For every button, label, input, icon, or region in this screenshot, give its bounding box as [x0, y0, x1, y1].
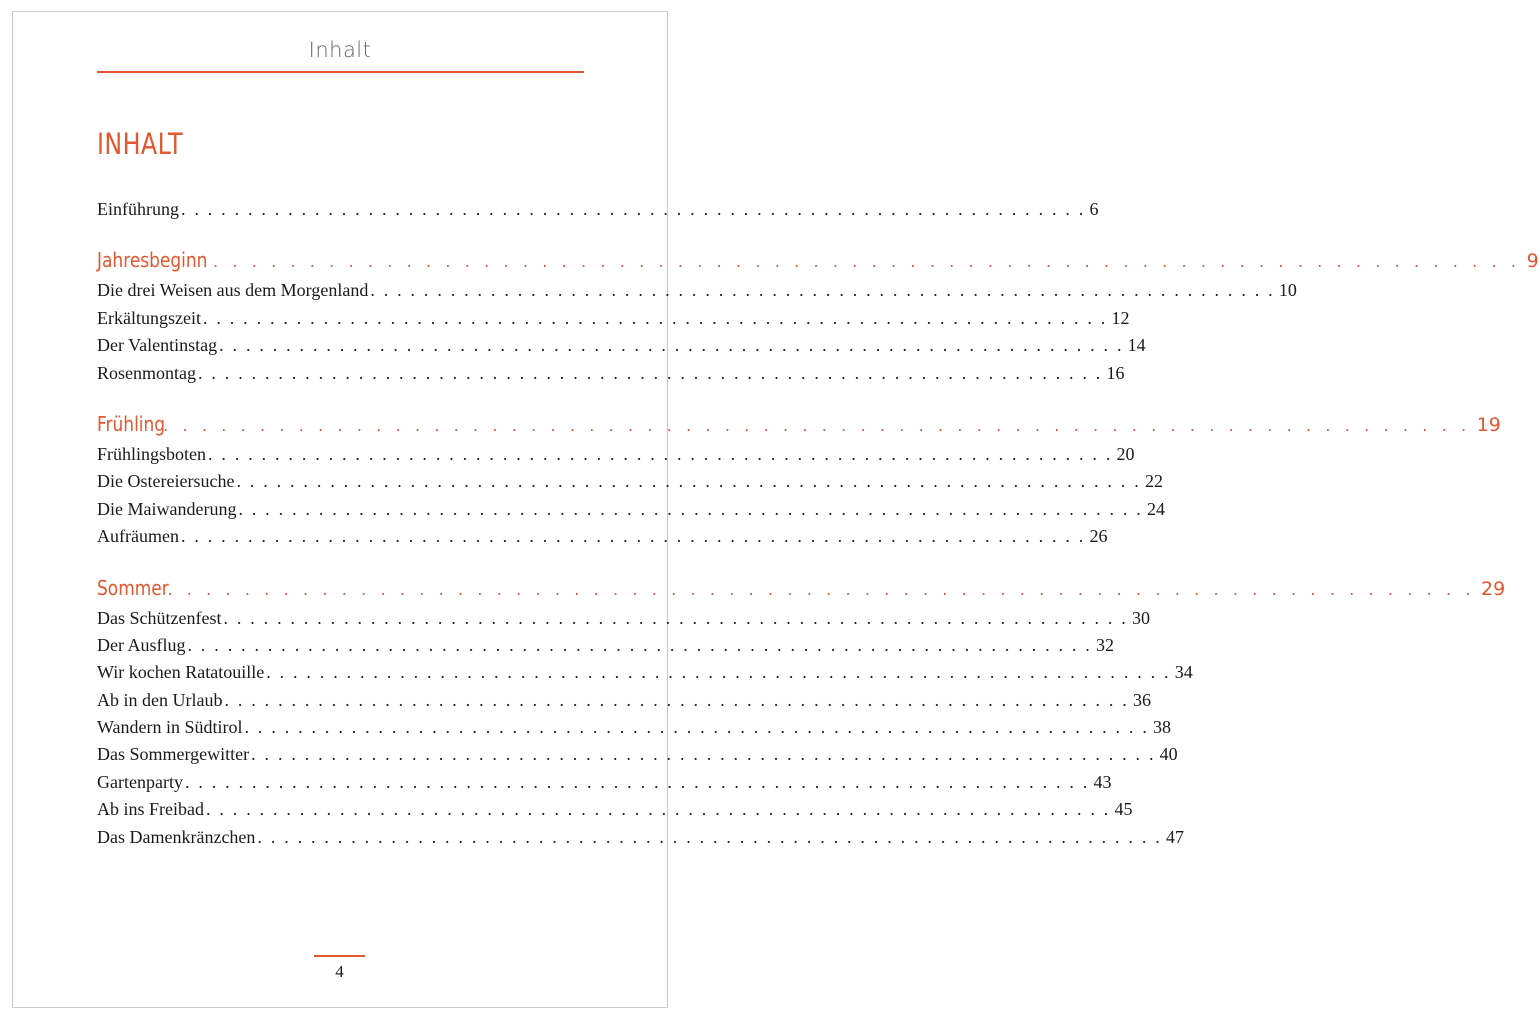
- toc-title: INHALT: [97, 127, 183, 161]
- dot-leader: . . . . . . . . . . . . . . . . . . . . . . . . . . . . . . . . . . . . . . . . . . . . . . . . . . . . . . . . . . . . . . . . . . . .: [236, 471, 1141, 492]
- toc-section-jahresbeginn[interactable]: [97, 243, 1539, 277]
- toc-entry-page: 43: [1093, 771, 1112, 792]
- dot-leader: . . . . . . . . . . . . . . . . . . . . . . . . . . . . . . . . . . . . . . . . . . . . . . . . . . . . . . . . . . . . . . . . . . . .: [208, 443, 1113, 464]
- toc-entry-title: Einführung: [97, 199, 179, 219]
- toc-entry-page: 38: [1153, 717, 1172, 738]
- toc-entry[interactable]: [97, 632, 1114, 659]
- running-header: Inhalt: [308, 38, 372, 62]
- toc-entry-page: 30: [1131, 607, 1150, 628]
- dot-leader: . . . . . . . . . . . . . . . . . . . . . . . . . . . . . . . . . . . . . . . . . . . . . . . . . . . . . . . . . . . . . . . . . . . .: [180, 199, 1086, 219]
- toc-entry-title: Die drei Weisen aus dem Morgenland: [97, 280, 369, 301]
- dot-leader: . . . . . . . . . . . . . . . . . . . . . . . . . . . . . . . . . . . . . . . . . . . . . . . . . . . . . . . . . . . . . . . . . . . .: [266, 662, 1171, 683]
- toc-entry-page: 45: [1114, 799, 1133, 820]
- toc-entry-page: 6: [1089, 199, 1099, 219]
- dot-leader: . . . . . . . . . . . . . . . . . . . . . . . . . . . . . . . . . . . . . . . . . . . . . . . . . . . . . . . . . . . . . . . . . . . .: [167, 579, 1476, 599]
- dot-leader: . . . . . . . . . . . . . . . . . . . . . . . . . . . . . . . . . . . . . . . . . . . . . . . . . . . . . . . . . . . . . . . . . . . .: [202, 307, 1108, 328]
- footer-rule: [314, 955, 365, 957]
- toc-entry-page: 34: [1174, 662, 1193, 683]
- toc-entry-page: 20: [1116, 443, 1135, 464]
- dot-leader: . . . . . . . . . . . . . . . . . . . . . . . . . . . . . . . . . . . . . . . . . . . . . . . . . . . . . . . . . . . . . . . . . . . .: [198, 362, 1103, 383]
- toc-entry-title: Aufräumen: [97, 526, 179, 547]
- toc-entry[interactable]: [97, 277, 1297, 304]
- toc-entry-page: 14: [1127, 335, 1146, 356]
- toc-entry-title: Das Schützenfest: [97, 607, 222, 628]
- toc-entry[interactable]: [97, 468, 1163, 495]
- toc-entry-title: Der Ausflug: [97, 634, 186, 655]
- toc-entry-page: 22: [1144, 471, 1163, 492]
- toc-entry[interactable]: [97, 496, 1165, 523]
- dot-leader: . . . . . . . . . . . . . . . . . . . . . . . . . . . . . . . . . . . . . . . . . . . . . . . . . . . . . . . . . . . . . . . . . . . .: [370, 280, 1275, 301]
- toc-entry-title: Wir kochen Ratatouille: [97, 662, 265, 683]
- toc-section-sommer[interactable]: [97, 571, 1506, 605]
- toc-entry-title: Der Valentinstag: [97, 335, 218, 356]
- toc-entry-title: Rosenmontag: [97, 362, 196, 383]
- section-title: Sommer: [97, 575, 169, 600]
- toc-entry[interactable]: [97, 741, 1178, 768]
- toc-entry-title: Das Sommergewitter: [97, 744, 250, 765]
- page-number: 4: [335, 962, 344, 981]
- section-page: 19: [1476, 413, 1501, 436]
- toc-entry-title: Ab ins Freibad: [97, 799, 204, 820]
- dot-leader: . . . . . . . . . . . . . . . . . . . . . . . . . . . . . . . . . . . . . . . . . . . . . . . . . . . . . . . . . . . . . . . . . . . .: [212, 252, 1521, 272]
- toc-entry[interactable]: [97, 796, 1133, 823]
- dot-leader: . . . . . . . . . . . . . . . . . . . . . . . . . . . . . . . . . . . . . . . . . . . . . . . . . . . . . . . . . . . . . . . . . . . .: [224, 689, 1129, 710]
- toc-entry[interactable]: [97, 769, 1112, 796]
- dot-leader: . . . . . . . . . . . . . . . . . . . . . . . . . . . . . . . . . . . . . . . . . . . . . . . . . . . . . . . . . . . . . . . . . . . .: [223, 607, 1128, 628]
- toc-entry-page: 10: [1278, 280, 1297, 301]
- dot-leader: . . . . . . . . . . . . . . . . . . . . . . . . . . . . . . . . . . . . . . . . . . . . . . . . . . . . . . . . . . . . . . . . . . . .: [206, 799, 1111, 820]
- dot-leader: . . . . . . . . . . . . . . . . . . . . . . . . . . . . . . . . . . . . . . . . . . . . . . . . . . . . . . . . . . . . . . . . . . . .: [251, 744, 1156, 765]
- toc-entry[interactable]: [97, 360, 1125, 387]
- toc-entry[interactable]: [97, 659, 1193, 686]
- dot-leader: . . . . . . . . . . . . . . . . . . . . . . . . . . . . . . . . . . . . . . . . . . . . . . . . . . . . . . . . . . . . . . . . . . . .: [184, 771, 1090, 792]
- dot-leader: . . . . . . . . . . . . . . . . . . . . . . . . . . . . . . . . . . . . . . . . . . . . . . . . . . . . . . . . . . . . . . . . . . . .: [187, 634, 1092, 655]
- toc-entry-page: 32: [1096, 634, 1114, 655]
- toc-entry[interactable]: [97, 714, 1172, 741]
- toc-entry-title: Wandern in Südtirol: [97, 717, 243, 738]
- toc-entry-page: 24: [1146, 498, 1165, 519]
- toc-entry-page: 47: [1165, 826, 1184, 847]
- dot-leader: . . . . . . . . . . . . . . . . . . . . . . . . . . . . . . . . . . . . . . . . . . . . . . . . . . . . . . . . . . . . . . . . . . . .: [244, 717, 1150, 738]
- toc-entry[interactable]: [97, 332, 1146, 359]
- dot-leader: . . . . . . . . . . . . . . . . . . . . . . . . . . . . . . . . . . . . . . . . . . . . . . . . . . . . . . . . . . . . . . . . . . . .: [257, 826, 1162, 847]
- toc-entry[interactable]: [97, 687, 1151, 714]
- dot-leader: . . . . . . . . . . . . . . . . . . . . . . . . . . . . . . . . . . . . . . . . . . . . . . . . . . . . . . . . . . . . . . . . . . . .: [238, 498, 1143, 519]
- toc-entry-page: 26: [1089, 526, 1108, 547]
- toc-entry-title: Die Maiwanderung: [97, 498, 237, 519]
- toc-entry[interactable]: [97, 196, 1099, 223]
- toc-entry[interactable]: [97, 441, 1135, 468]
- toc-entry[interactable]: [97, 605, 1150, 632]
- toc-entry[interactable]: [97, 523, 1108, 550]
- section-title: Jahresbeginn: [97, 248, 208, 273]
- toc-entry-title: Erkältungszeit: [97, 307, 201, 328]
- toc-entry[interactable]: [97, 305, 1130, 332]
- dot-leader: . . . . . . . . . . . . . . . . . . . . . . . . . . . . . . . . . . . . . . . . . . . . . . . . . . . . . . . . . . . . . . . . . . . .: [163, 415, 1471, 435]
- toc-entry-title: Das Damenkränzchen: [97, 826, 256, 847]
- toc-entry-page: 16: [1106, 362, 1125, 383]
- dot-leader: . . . . . . . . . . . . . . . . . . . . . . . . . . . . . . . . . . . . . . . . . . . . . . . . . . . . . . . . . . . . . . . . . . . .: [219, 335, 1124, 356]
- toc-entry-page: 12: [1111, 307, 1130, 328]
- toc-entry-title: Ab in den Urlaub: [97, 689, 223, 710]
- section-page: 29: [1481, 577, 1506, 600]
- dot-leader: . . . . . . . . . . . . . . . . . . . . . . . . . . . . . . . . . . . . . . . . . . . . . . . . . . . . . . . . . . . . . . . . . . . .: [180, 526, 1086, 547]
- toc-entry-title: Gartenparty: [97, 771, 183, 792]
- section-title: Frühling: [97, 411, 166, 436]
- toc-entry-page: 40: [1159, 744, 1178, 765]
- toc-entry-title: Frühlingsboten: [97, 443, 207, 464]
- table-of-contents: [97, 196, 1539, 851]
- section-page: 9: [1526, 250, 1539, 273]
- toc-section-fruehling[interactable]: [97, 407, 1501, 441]
- toc-entry-title: Die Ostereiersuche: [97, 471, 235, 492]
- toc-entry-page: 36: [1132, 689, 1151, 710]
- header-rule: [97, 71, 584, 73]
- toc-entry[interactable]: [97, 824, 1184, 851]
